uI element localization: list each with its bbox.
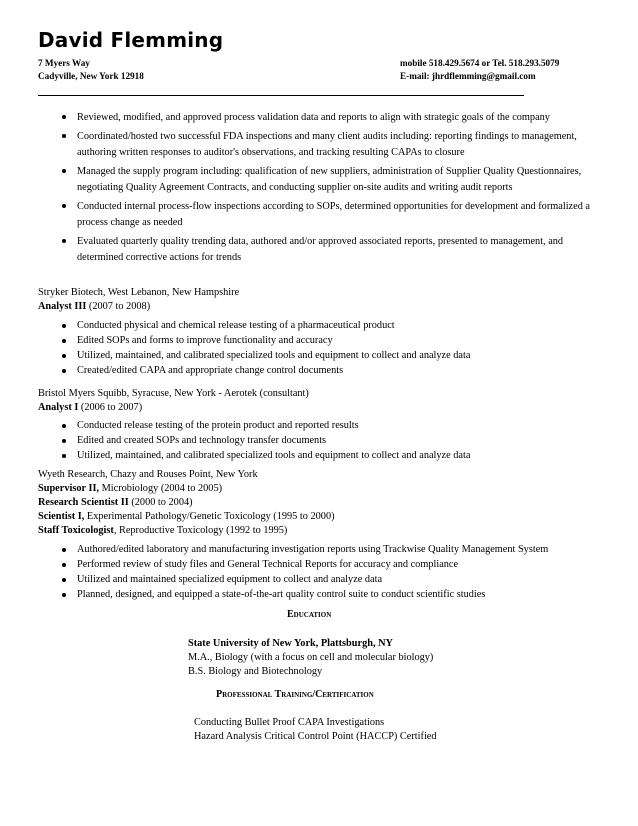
job-bullet-list [38,419,604,464]
job-title: Staff Toxicologist [38,525,114,536]
job-dates: , Reproductive Toxicology (1992 to 1995) [113,525,288,536]
job-title-line [38,300,239,314]
phone-numbers: mobile 518.429.5674 or Tel. 518.293.5079 [400,58,560,68]
job-title: Scientist I, [38,511,85,522]
job-dates: (2000 to 2004) [128,497,193,508]
job-title-line [38,524,335,538]
list-item: Utilized, maintained, and calibrated specialized tools and equipment to collect and analyze data [38,449,604,463]
company-name: Bristol Myers Squibb, Syracuse, New York - Aerotek (consultant) [38,388,309,399]
list-item: Utilized, maintained, and calibrated specialized tools and equipment to collect and analyze data [38,349,604,363]
list-item: Reviewed, modified, and approved process validation data and reports to align with strategic goals of the company [38,110,604,126]
list-item: Edited SOPs and forms to improve functionality and accuracy [38,334,604,348]
education-block [188,637,433,679]
email-address: E-mail: jhrdflemming@gmail.com [400,71,536,81]
certification-item: Conducting Bullet Proof CAPA Investigations [194,717,385,728]
school-name: State University of New York, Plattsburgh, NY [188,638,393,649]
list-item: Created/edited CAPA and appropriate change control documents [38,364,604,378]
job-title-line [38,510,335,524]
job-title-line [38,482,335,496]
training-block [194,716,437,744]
list-item: Conducted physical and chemical release testing of a pharmaceutical product [38,319,604,333]
job-header-stryker [38,286,239,314]
list-item: Performed review of study files and General Technical Reports for accuracy and compliance [38,558,628,572]
company-name: Wyeth Research, Chazy and Rouses Point, New York [38,469,258,480]
summary-bullet-list [38,110,604,269]
training-heading: Professional Training/Certification [216,689,374,700]
header-divider [38,95,524,96]
job-header-bms [38,387,309,415]
contact-block [400,57,559,83]
candidate-name: David Flemming [38,28,224,52]
certification-item: Hazard Analysis Critical Control Point (HACCP) Certified [194,731,437,742]
job-header-wyeth [38,468,335,538]
job-title-line [38,496,335,510]
company-name: Stryker Biotech, West Lebanon, New Hampshire [38,287,240,298]
list-item: Conducted release testing of the protein product and reported results [38,419,604,433]
job-bullet-list [38,319,604,379]
list-item: Edited and created SOPs and technology transfer documents [38,434,604,448]
address-block [38,57,144,83]
list-item: Managed the supply program including: qualification of new suppliers, administration of Supplier Quality Questionnaires, negotiating Quality Agreement Contracts, and conducting supplier on-site audits and writing audit reports [38,164,604,196]
education-heading: Education [287,609,332,620]
job-title: Research Scientist II [38,497,129,508]
address-street: 7 Myers Way [38,58,90,68]
job-dates: Microbiology (2004 to 2005) [99,483,223,494]
list-item: Conducted internal process-flow inspections according to SOPs, determined opportunities for development and formalized a process change as needed [38,199,604,231]
list-item: Evaluated quarterly quality trending data, authored and/or approved associated reports, presented to management, and determined corrective actions for trends [38,234,604,266]
job-title: Supervisor II, [38,483,100,494]
address-city: Cadyville, New York 12918 [38,71,144,81]
job-bullet-list [38,543,628,603]
job-dates: Experimental Pathology/Genetic Toxicology (1995 to 2000) [84,511,335,522]
job-title: Analyst I [38,402,79,413]
degree: M.A., Biology (with a focus on cell and molecular biology) [188,652,434,663]
job-title: Analyst III [38,301,87,312]
job-title-line [38,401,309,415]
job-dates: (2006 to 2007) [78,402,143,413]
list-item: Coordinated/hosted two successful FDA inspections and many client audits including: reporting findings to management, authoring written responses to auditor's observations, and tracking resulting CAPAs to closure [38,129,604,161]
list-item: Utilized and maintained specialized equipment to collect and analyze data [38,573,628,587]
list-item: Authored/edited laboratory and manufacturing investigation reports using Trackwise Quality Management System [38,543,628,557]
degree: B.S. Biology and Biotechnology [188,666,323,677]
list-item: Planned, designed, and equipped a state-of-the-art quality control suite to conduct scientific studies [38,588,628,602]
job-dates: (2007 to 2008) [86,301,151,312]
